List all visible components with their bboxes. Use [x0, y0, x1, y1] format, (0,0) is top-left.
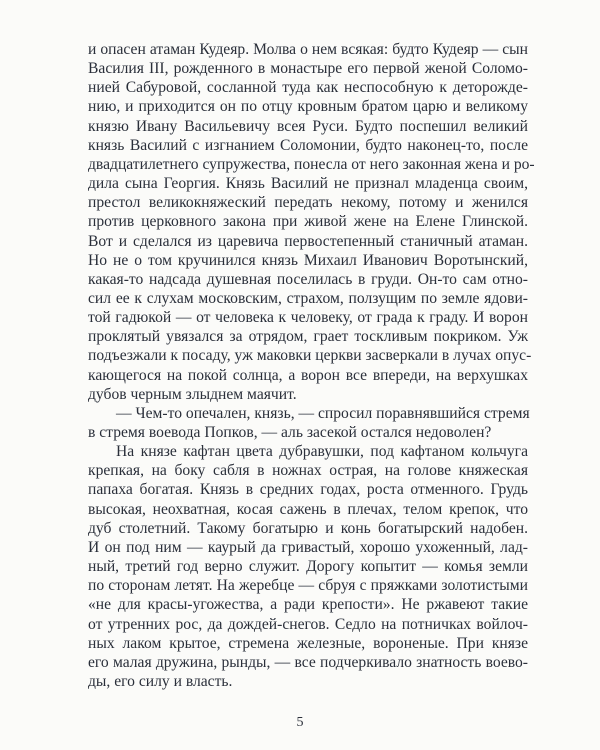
text-line: проклятый увязался за отрядом, грает тоскливым покриком. Уж — [88, 328, 528, 346]
text-line: нию, и приходится он по отцу кровным братом царю и великому — [88, 98, 528, 116]
text-line: дила сына Георгия. Князь Василий не признал младенца своим, — [88, 175, 528, 193]
text-line: — Чем-то опечален, князь, — спросил поравнявшийся стремя — [116, 404, 530, 422]
text-line: ный, третий год верно служит. Дорогу копытит — комья земли — [88, 558, 528, 576]
text-line: На князе кафтан цвета дубравушки, под кафтаном кольчуга — [116, 443, 528, 461]
text-line: князь Василий с изгнанием Соломонии, будто наконец-то, после — [88, 136, 528, 154]
text-line: Вот и сделался из царевича первостепенный станичный атаман. — [88, 232, 528, 250]
text-line: сил ее к слухам московским, страхом, ползущим по земле ядови- — [88, 289, 528, 307]
text-line: Василия III, рожденного в монастыре его первой женой Соломо- — [88, 60, 528, 78]
text-line: крепкая, на боку сабля в ножнах острая, на голове княжеская — [88, 462, 528, 480]
text-line: в стремя воевода Попков, — аль засекой остался недоволен? — [88, 424, 492, 441]
text-line: по сторонам летят. На жеребце — сбруя с пряжками золотистыми — [88, 577, 528, 595]
text-line: Но не о том кручинился князь Михаил Иванович Воротынский, — [88, 251, 528, 269]
text-line: той гадюкой — от человека к человеку, от града к граду. И ворон — [88, 309, 528, 327]
text-line: «не для красы-угожества, а ради крепости». Не ржавеют такие — [88, 596, 528, 614]
text-line: нией Сабуровой, сосланной туда как неспособную к деторожде- — [88, 79, 528, 97]
text-line: ных лаком крытое, стремена железные, вороненые. При князе — [88, 634, 528, 652]
text-line: И он под ним — каурый да гривастый, хорошо ухоженный, лад- — [88, 538, 528, 556]
page-number: 5 — [296, 715, 304, 730]
text-line: ды, его силу и власть. — [88, 672, 233, 690]
text-line: какая-то надсада душевная поселилась в груди. Он-то сам отно- — [88, 270, 528, 288]
text-line: от утренних рос, да дождей-снегов. Седло на потничках войлоч- — [88, 615, 528, 633]
text-line: папаха богатая. Князь в средних годах, роста отменного. Грудь — [88, 481, 528, 499]
text-line: его малая дружина, рынды, — все подчеркивало знатность воево- — [88, 653, 528, 671]
text-line: дубов черным злыднем маячит. — [88, 385, 297, 403]
text-line: кающегося на покой солнца, а ворон все впереди, на верхушках — [88, 366, 528, 384]
text-line: против церковного закона при живой жене на Елене Глинской. — [88, 213, 528, 231]
text-line: двадцатилетнего супружества, понесла от него законная жена и ро- — [88, 155, 535, 173]
text-line: князю Ивану Васильевичу всея Руси. Будто поспешил великий — [88, 117, 528, 135]
text-line: и опасен атаман Кудеяр. Молва о нем всякая: будто Кудеяр — сын — [88, 41, 528, 58]
text-line: подъезжали к посаду, уж маковки церкви засверкали в лучах опус- — [88, 347, 532, 365]
text-line: высокая, неохватная, косая сажень в плечах, телом крепок, что — [88, 500, 528, 518]
text-line: престол великокняжеский передать некому, потому и женился — [88, 194, 528, 212]
text-line: дуб столетний. Такому богатырю и конь богатырский надобен. — [88, 519, 528, 537]
